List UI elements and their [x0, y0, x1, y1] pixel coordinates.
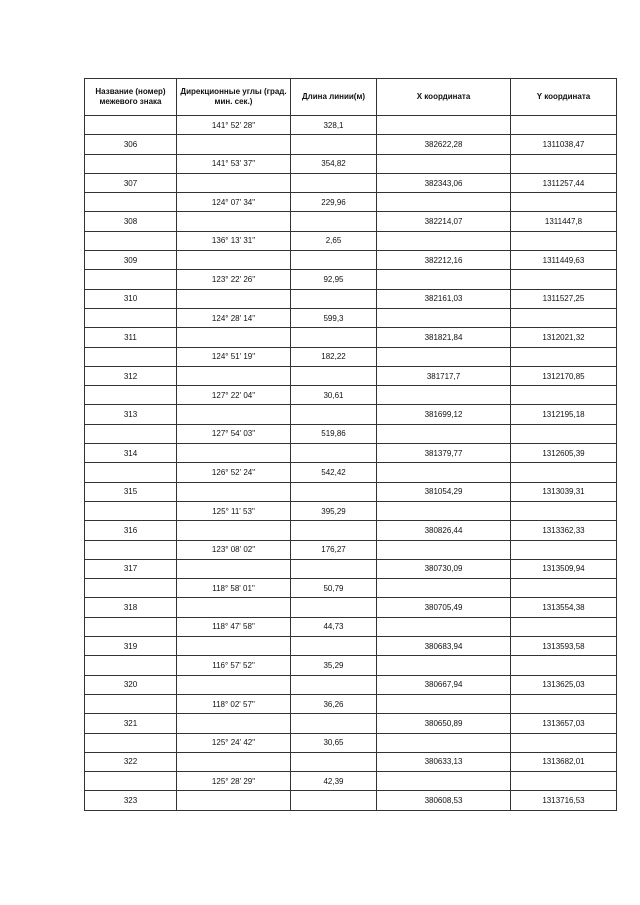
- cell-direction-angle: 141° 52' 28": [177, 116, 291, 135]
- cell-marker-name: 323: [85, 791, 177, 810]
- cell-direction-angle: 127° 22' 04": [177, 386, 291, 405]
- cell-line-length: 229,96: [291, 193, 377, 212]
- cell-direction-angle: 141° 53' 37": [177, 154, 291, 173]
- cell-y-coordinate: [511, 617, 617, 636]
- cell-marker-name: [85, 463, 177, 482]
- cell-y-coordinate: 1312605,39: [511, 444, 617, 463]
- cell-x-coordinate: [377, 656, 511, 675]
- cell-marker-name: 312: [85, 366, 177, 385]
- cell-y-coordinate: 1312195,18: [511, 405, 617, 424]
- cell-direction-angle: [177, 521, 291, 540]
- cell-y-coordinate: 1313682,01: [511, 752, 617, 771]
- cell-direction-angle: [177, 559, 291, 578]
- cell-line-length: [291, 521, 377, 540]
- cell-direction-angle: 118° 47' 58": [177, 617, 291, 636]
- cell-direction-angle: [177, 752, 291, 771]
- cell-direction-angle: 125° 24' 42": [177, 733, 291, 752]
- table-row: [85, 579, 617, 598]
- cell-marker-name: 315: [85, 482, 177, 501]
- cell-y-coordinate: [511, 694, 617, 713]
- cell-line-length: 354,82: [291, 154, 377, 173]
- cell-marker-name: [85, 501, 177, 520]
- cell-x-coordinate: 380705,49: [377, 598, 511, 617]
- cell-x-coordinate: 382622,28: [377, 135, 511, 154]
- cell-x-coordinate: 382161,03: [377, 289, 511, 308]
- cell-line-length: [291, 212, 377, 231]
- cell-x-coordinate: [377, 270, 511, 289]
- table-row: [85, 444, 617, 463]
- cell-x-coordinate: [377, 347, 511, 366]
- table-row: [85, 733, 617, 752]
- cell-marker-name: [85, 733, 177, 752]
- cell-marker-name: 317: [85, 559, 177, 578]
- table-row: [85, 559, 617, 578]
- cell-marker-name: [85, 772, 177, 791]
- cell-x-coordinate: [377, 617, 511, 636]
- cell-marker-name: [85, 617, 177, 636]
- cell-y-coordinate: [511, 656, 617, 675]
- cell-y-coordinate: [511, 424, 617, 443]
- cell-direction-angle: [177, 714, 291, 733]
- cell-marker-name: 321: [85, 714, 177, 733]
- cell-direction-angle: [177, 366, 291, 385]
- cell-line-length: 395,29: [291, 501, 377, 520]
- cell-x-coordinate: 380667,94: [377, 675, 511, 694]
- cell-y-coordinate: [511, 308, 617, 327]
- cell-line-length: [291, 328, 377, 347]
- table-row: [85, 347, 617, 366]
- cell-direction-angle: 125° 11' 53": [177, 501, 291, 520]
- cell-y-coordinate: [511, 733, 617, 752]
- cell-y-coordinate: [511, 154, 617, 173]
- cell-marker-name: [85, 540, 177, 559]
- cell-x-coordinate: [377, 694, 511, 713]
- header-marker-name: Название (номер) межевого знака: [85, 79, 177, 116]
- cell-y-coordinate: [511, 116, 617, 135]
- table-row: [85, 598, 617, 617]
- cell-line-length: [291, 714, 377, 733]
- cell-marker-name: 310: [85, 289, 177, 308]
- cell-line-length: [291, 752, 377, 771]
- cell-x-coordinate: 380730,09: [377, 559, 511, 578]
- cell-y-coordinate: 1311449,63: [511, 251, 617, 270]
- table-row: [85, 656, 617, 675]
- table-row: [85, 540, 617, 559]
- cell-direction-angle: [177, 212, 291, 231]
- table-row: [85, 694, 617, 713]
- cell-y-coordinate: [511, 231, 617, 250]
- table-row: [85, 231, 617, 250]
- cell-x-coordinate: 380608,53: [377, 791, 511, 810]
- table-row: [85, 617, 617, 636]
- cell-direction-angle: [177, 135, 291, 154]
- header-line-length: Длина линии(м): [291, 79, 377, 116]
- cell-line-length: 328,1: [291, 116, 377, 135]
- cell-direction-angle: 123° 08' 02": [177, 540, 291, 559]
- cell-marker-name: 322: [85, 752, 177, 771]
- cell-line-length: 50,79: [291, 579, 377, 598]
- cell-y-coordinate: 1311527,25: [511, 289, 617, 308]
- cell-marker-name: 309: [85, 251, 177, 270]
- table-row: [85, 637, 617, 656]
- table-row: [85, 173, 617, 192]
- cell-x-coordinate: 382212,16: [377, 251, 511, 270]
- cell-y-coordinate: [511, 463, 617, 482]
- table-row: [85, 366, 617, 385]
- cell-direction-angle: 126° 52' 24": [177, 463, 291, 482]
- cell-y-coordinate: 1311257,44: [511, 173, 617, 192]
- cell-direction-angle: [177, 289, 291, 308]
- cell-marker-name: 313: [85, 405, 177, 424]
- cell-direction-angle: [177, 675, 291, 694]
- cell-direction-angle: [177, 444, 291, 463]
- cell-y-coordinate: [511, 579, 617, 598]
- cell-marker-name: [85, 424, 177, 443]
- cell-line-length: [291, 289, 377, 308]
- cell-marker-name: [85, 694, 177, 713]
- cell-x-coordinate: 380826,44: [377, 521, 511, 540]
- cell-y-coordinate: 1311447,8: [511, 212, 617, 231]
- table-row: [85, 135, 617, 154]
- cell-direction-angle: 124° 28' 14": [177, 308, 291, 327]
- cell-x-coordinate: [377, 463, 511, 482]
- cell-line-length: [291, 482, 377, 501]
- cell-line-length: [291, 675, 377, 694]
- cell-x-coordinate: [377, 540, 511, 559]
- cell-x-coordinate: 381379,77: [377, 444, 511, 463]
- cell-marker-name: [85, 154, 177, 173]
- cell-x-coordinate: 380633,13: [377, 752, 511, 771]
- cell-x-coordinate: 381054,29: [377, 482, 511, 501]
- cell-y-coordinate: [511, 347, 617, 366]
- cell-line-length: 599,3: [291, 308, 377, 327]
- cell-x-coordinate: [377, 501, 511, 520]
- cell-x-coordinate: [377, 386, 511, 405]
- cell-x-coordinate: [377, 308, 511, 327]
- cell-y-coordinate: 1313039,31: [511, 482, 617, 501]
- cell-x-coordinate: [377, 193, 511, 212]
- cell-line-length: [291, 791, 377, 810]
- cell-line-length: [291, 559, 377, 578]
- cell-marker-name: 308: [85, 212, 177, 231]
- header-x-coordinate: X координата: [377, 79, 511, 116]
- cell-marker-name: [85, 116, 177, 135]
- cell-line-length: 519,86: [291, 424, 377, 443]
- cell-y-coordinate: 1313625,03: [511, 675, 617, 694]
- cell-line-length: 35,29: [291, 656, 377, 675]
- cell-y-coordinate: 1313593,58: [511, 637, 617, 656]
- cell-y-coordinate: 1313509,94: [511, 559, 617, 578]
- cell-y-coordinate: [511, 270, 617, 289]
- table-row: [85, 521, 617, 540]
- cell-direction-angle: [177, 251, 291, 270]
- cell-direction-angle: [177, 791, 291, 810]
- cell-x-coordinate: 382343,06: [377, 173, 511, 192]
- cell-y-coordinate: [511, 386, 617, 405]
- cell-line-length: 42,39: [291, 772, 377, 791]
- cell-line-length: 92,95: [291, 270, 377, 289]
- cell-line-length: [291, 444, 377, 463]
- cell-direction-angle: 118° 58' 01": [177, 579, 291, 598]
- table-row: [85, 251, 617, 270]
- cell-direction-angle: [177, 328, 291, 347]
- cell-line-length: 542,42: [291, 463, 377, 482]
- cell-marker-name: [85, 193, 177, 212]
- cell-direction-angle: 124° 07' 34": [177, 193, 291, 212]
- cell-x-coordinate: [377, 116, 511, 135]
- cell-x-coordinate: 380650,89: [377, 714, 511, 733]
- table-row: [85, 405, 617, 424]
- cell-line-length: [291, 598, 377, 617]
- table-row: [85, 772, 617, 791]
- cell-y-coordinate: 1313716,53: [511, 791, 617, 810]
- cell-x-coordinate: [377, 154, 511, 173]
- cell-direction-angle: [177, 598, 291, 617]
- table-row: [85, 289, 617, 308]
- cell-direction-angle: 127° 54' 03": [177, 424, 291, 443]
- cell-marker-name: [85, 579, 177, 598]
- header-row: [85, 79, 617, 116]
- cell-x-coordinate: [377, 733, 511, 752]
- cell-marker-name: 319: [85, 637, 177, 656]
- cell-marker-name: 318: [85, 598, 177, 617]
- cell-direction-angle: [177, 173, 291, 192]
- header-y-coordinate: Y координата: [511, 79, 617, 116]
- cell-direction-angle: [177, 405, 291, 424]
- cell-marker-name: [85, 270, 177, 289]
- table-header: [85, 79, 617, 116]
- cell-x-coordinate: 381717,7: [377, 366, 511, 385]
- table-row: [85, 386, 617, 405]
- boundary-markers-table: [84, 78, 617, 811]
- cell-line-length: 176,27: [291, 540, 377, 559]
- cell-marker-name: [85, 656, 177, 675]
- cell-direction-angle: 118° 02' 57": [177, 694, 291, 713]
- cell-y-coordinate: 1313554,38: [511, 598, 617, 617]
- cell-y-coordinate: 1312021,32: [511, 328, 617, 347]
- cell-y-coordinate: [511, 501, 617, 520]
- table-row: [85, 270, 617, 289]
- cell-line-length: [291, 366, 377, 385]
- cell-direction-angle: 125° 28' 29": [177, 772, 291, 791]
- cell-y-coordinate: [511, 540, 617, 559]
- table-row: [85, 791, 617, 810]
- cell-marker-name: 306: [85, 135, 177, 154]
- cell-x-coordinate: 381821,84: [377, 328, 511, 347]
- cell-direction-angle: 136° 13' 31": [177, 231, 291, 250]
- cell-marker-name: [85, 347, 177, 366]
- cell-marker-name: [85, 231, 177, 250]
- table-row: [85, 116, 617, 135]
- table-row: [85, 752, 617, 771]
- cell-line-length: [291, 637, 377, 656]
- cell-line-length: [291, 135, 377, 154]
- cell-marker-name: 314: [85, 444, 177, 463]
- table-row: [85, 501, 617, 520]
- cell-x-coordinate: 380683,94: [377, 637, 511, 656]
- cell-x-coordinate: 382214,07: [377, 212, 511, 231]
- cell-marker-name: 316: [85, 521, 177, 540]
- table-row: [85, 308, 617, 327]
- table-row: [85, 193, 617, 212]
- cell-marker-name: [85, 386, 177, 405]
- cell-direction-angle: [177, 637, 291, 656]
- cell-marker-name: [85, 308, 177, 327]
- table-row: [85, 463, 617, 482]
- cell-line-length: 30,61: [291, 386, 377, 405]
- cell-line-length: 30,65: [291, 733, 377, 752]
- cell-marker-name: 320: [85, 675, 177, 694]
- cell-x-coordinate: [377, 772, 511, 791]
- cell-marker-name: 307: [85, 173, 177, 192]
- cell-direction-angle: [177, 482, 291, 501]
- cell-line-length: 2,65: [291, 231, 377, 250]
- table-body: [85, 116, 617, 811]
- cell-y-coordinate: 1311038,47: [511, 135, 617, 154]
- table-row: [85, 714, 617, 733]
- cell-line-length: [291, 251, 377, 270]
- cell-y-coordinate: [511, 193, 617, 212]
- cell-line-length: 44,73: [291, 617, 377, 636]
- cell-direction-angle: 123° 22' 26": [177, 270, 291, 289]
- cell-y-coordinate: 1313362,33: [511, 521, 617, 540]
- table-row: [85, 212, 617, 231]
- cell-y-coordinate: 1313657,03: [511, 714, 617, 733]
- cell-x-coordinate: [377, 579, 511, 598]
- cell-y-coordinate: 1312170,85: [511, 366, 617, 385]
- table-row: [85, 424, 617, 443]
- cell-direction-angle: 124° 51' 19": [177, 347, 291, 366]
- cell-y-coordinate: [511, 772, 617, 791]
- cell-line-length: 36,26: [291, 694, 377, 713]
- cell-x-coordinate: [377, 231, 511, 250]
- table-row: [85, 482, 617, 501]
- cell-line-length: [291, 173, 377, 192]
- cell-line-length: 182,22: [291, 347, 377, 366]
- table-row: [85, 154, 617, 173]
- cell-direction-angle: 116° 57' 52": [177, 656, 291, 675]
- cell-x-coordinate: [377, 424, 511, 443]
- table-row: [85, 675, 617, 694]
- cell-line-length: [291, 405, 377, 424]
- header-direction-angle: Дирекционные углы (град. мин. сек.): [177, 79, 291, 116]
- cell-x-coordinate: 381699,12: [377, 405, 511, 424]
- cell-marker-name: 311: [85, 328, 177, 347]
- table-row: [85, 328, 617, 347]
